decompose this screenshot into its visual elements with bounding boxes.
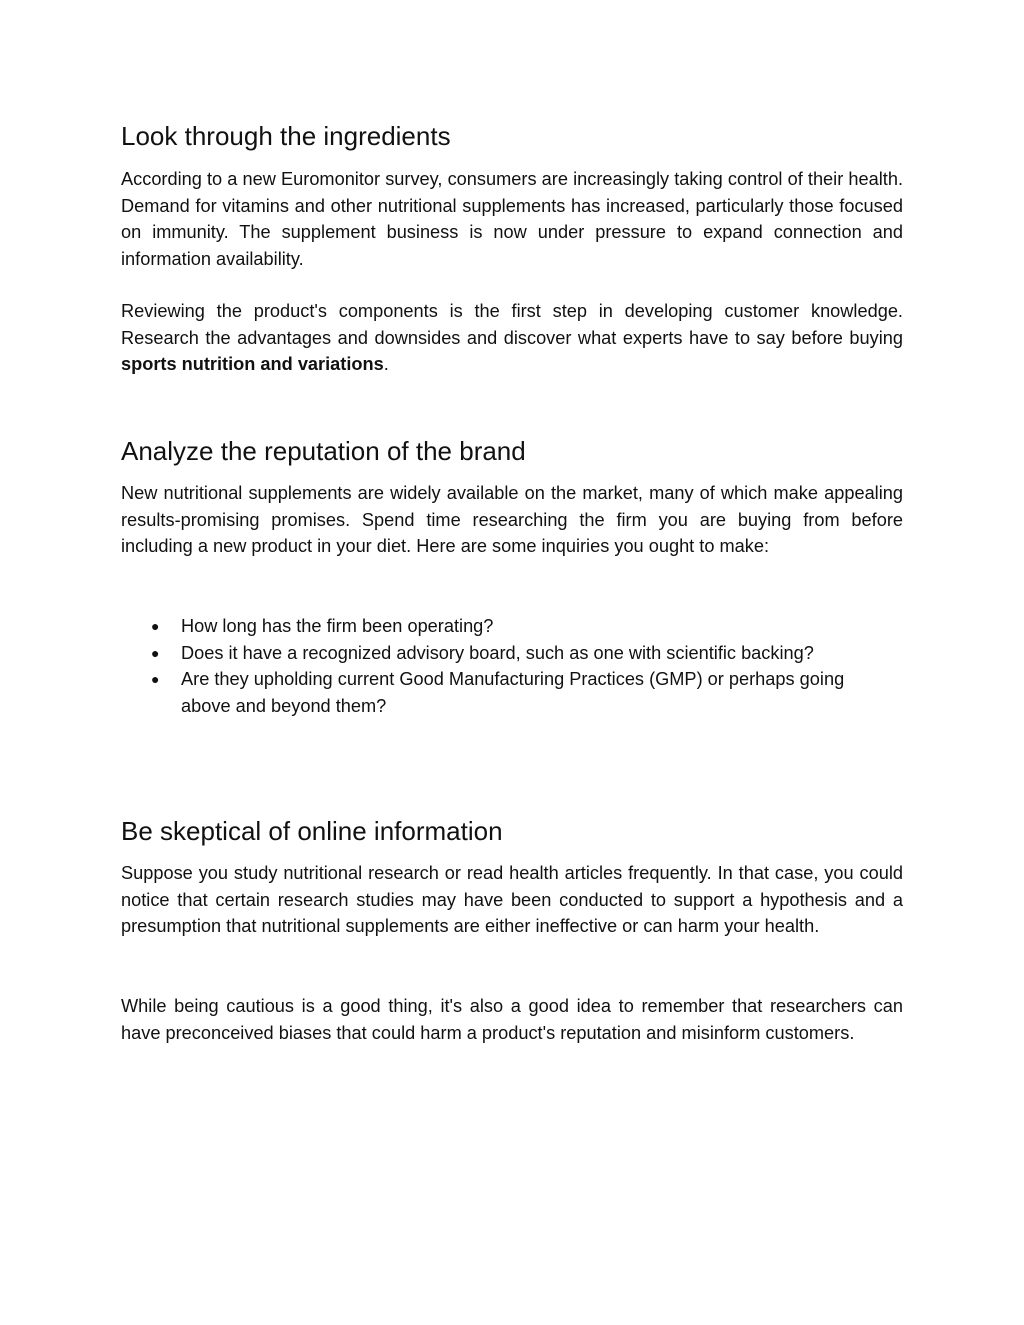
list-item	[121, 666, 903, 719]
list-item	[121, 640, 903, 667]
paragraph-nutritional-research: Suppose you study nutritional research or read health articles frequently. In that case, you could notice that certain research studies may have been conducted to support a hypothesis and a presumption that nutritional supplements are either ineffective or can harm your health.	[121, 863, 903, 936]
paragraph-text-end: .	[383, 354, 389, 374]
bold-phrase-sports-nutrition: sports nutrition and variations	[121, 354, 384, 374]
section-heading-brand-reputation: Analyze the reputation of the brand	[121, 436, 526, 466]
list-item	[121, 613, 903, 640]
section-heading-online-information: Be skeptical of online information	[121, 816, 503, 846]
paragraph-euromonitor-survey: According to a new Euromonitor survey, consumers are increasingly taking control of their health. Demand for vitamins and other nutritional supplements has increased, particularly those focused on immunity. The supplement business is now under pressure to expand connection and information availability.	[121, 169, 903, 269]
paragraph-text: Reviewing the product's components is the first step in developing customer knowledge. Research the advantages and downsides and discover what experts have to say before buying	[121, 301, 903, 348]
inquiries-list	[121, 613, 903, 719]
list-item-text: How long has the firm been operating?	[181, 616, 494, 636]
paragraph-product-components	[121, 298, 903, 378]
paragraph-new-supplements: New nutritional supplements are widely available on the market, many of which make appealing results-promising promises. Spend time researching the firm you are buying from before including a new product in your diet. Here are some inquiries you ought to make:	[121, 483, 903, 556]
bullet-icon: ●	[151, 618, 160, 634]
list-item-text: Does it have a recognized advisory board, such as one with scientific backing?	[181, 642, 814, 663]
paragraph-researcher-biases: While being cautious is a good thing, it's also a good idea to remember that researchers can have preconceived biases that could harm a product's reputation and misinform customers.	[121, 996, 903, 1043]
bullet-icon: ●	[151, 644, 160, 661]
list-item-text: Are they upholding current Good Manufacturing Practices (GMP) or perhaps going above and beyond them?	[181, 669, 845, 716]
bullet-icon: ●	[151, 671, 160, 687]
section-heading-ingredients: Look through the ingredients	[121, 121, 451, 151]
